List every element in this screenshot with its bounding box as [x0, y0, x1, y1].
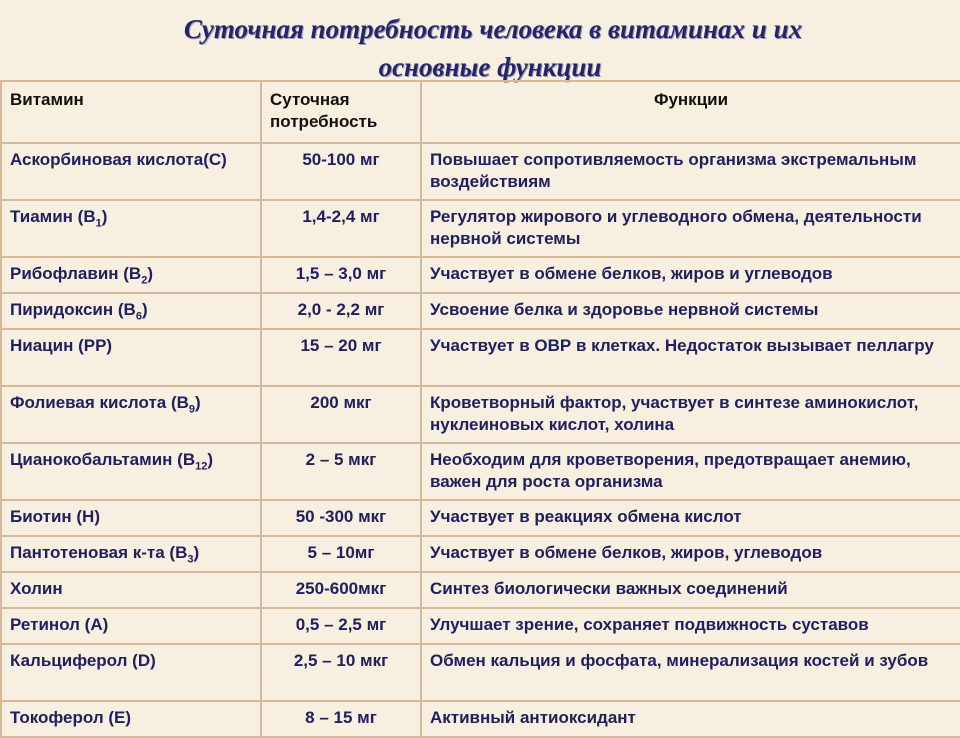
daily-amount: 0,5 – 2,5 мг [261, 608, 421, 644]
vitamin-name: Пиридоксин $(В_6)$ [1, 293, 261, 329]
vitamin-function: Усвоение белка и здоровье нервной системы [421, 293, 960, 329]
daily-amount: 1,4-2,4 мг [261, 200, 421, 257]
table-row [1, 443, 960, 500]
title-line-1: Суточная потребность человека в витаминах и их [183, 14, 803, 44]
page-title [0, 10, 960, 86]
daily-amount: 1,5 – 3,0 мг [261, 257, 421, 293]
vitamins-table [0, 80, 960, 738]
vitamin-function: Кроветворный фактор, участвует в синтезе аминокислот, нуклеиновых кислот, холина [421, 386, 960, 443]
vitamin-function: Участвует в обмене белков, жиров и углеводов [421, 257, 960, 293]
vitamin-name: Ниацин (РР) [1, 329, 261, 386]
table-row [1, 500, 960, 536]
daily-amount: 5 – 10мг [261, 536, 421, 572]
table-row [1, 644, 960, 701]
table-row [1, 200, 960, 257]
daily-amount: 50-100 мг [261, 143, 421, 200]
vitamin-function: Участвует в обмене белков, жиров, углеводов [421, 536, 960, 572]
vitamin-name: Биотин (Н) [1, 500, 261, 536]
table-row [1, 536, 960, 572]
daily-amount: 2 – 5 мкг [261, 443, 421, 500]
vitamin-name: Аскорбиновая кислота(С) [1, 143, 261, 200]
table-row [1, 386, 960, 443]
vitamin-name: Токоферол (Е) [1, 701, 261, 737]
vitamin-function: Повышает сопротивляемость организма экстремальным воздействиям [421, 143, 960, 200]
header-vitamin: Витамин [1, 81, 261, 143]
vitamin-name: Цианокобальтамин $(В_{12})$ [1, 443, 261, 500]
vitamin-function: Участвует в реакциях обмена кислот [421, 500, 960, 536]
daily-amount: 200 мкг [261, 386, 421, 443]
vitamin-function: Участвует в ОВР в клетках. Недостаток вызывает пеллагру [421, 329, 960, 386]
vitamin-name: Кальциферол (D) [1, 644, 261, 701]
table-row [1, 329, 960, 386]
vitamin-name: Фолиевая кислота $(В_9)$ [1, 386, 261, 443]
table-row [1, 701, 960, 737]
vitamin-function: Улучшает зрение, сохраняет подвижность суставов [421, 608, 960, 644]
title-line-2: основные функции [378, 52, 602, 82]
table-header-row [1, 81, 960, 143]
daily-amount: 2,0 - 2,2 мг [261, 293, 421, 329]
vitamin-name: Ретинол (А) [1, 608, 261, 644]
vitamin-function: Обмен кальция и фосфата, минерализация костей и зубов [421, 644, 960, 701]
vitamin-function: Регулятор жирового и углеводного обмена, деятельности нервной системы [421, 200, 960, 257]
table-row [1, 608, 960, 644]
vitamin-function: Синтез биологически важных соединений [421, 572, 960, 608]
vitamin-name: Тиамин $(В_1)$ [1, 200, 261, 257]
daily-amount: 50 -300 мкг [261, 500, 421, 536]
vitamin-name: Рибофлавин $(В_2)$ [1, 257, 261, 293]
header-daily-need: Суточная потребность [261, 81, 421, 143]
table-row [1, 143, 960, 200]
vitamin-name: Пантотеновая к-та $(В_3)$ [1, 536, 261, 572]
header-functions: Функции [421, 81, 960, 143]
vitamin-function: Активный антиоксидант [421, 701, 960, 737]
vitamin-name: Холин [1, 572, 261, 608]
daily-amount: 250-600мкг [261, 572, 421, 608]
table-row [1, 293, 960, 329]
daily-amount: 2,5 – 10 мкг [261, 644, 421, 701]
table-row [1, 257, 960, 293]
vitamin-function: Необходим для кроветворения, предотвращает анемию, важен для роста организма [421, 443, 960, 500]
daily-amount: 15 – 20 мг [261, 329, 421, 386]
table-row [1, 572, 960, 608]
daily-amount: 8 – 15 мг [261, 701, 421, 737]
